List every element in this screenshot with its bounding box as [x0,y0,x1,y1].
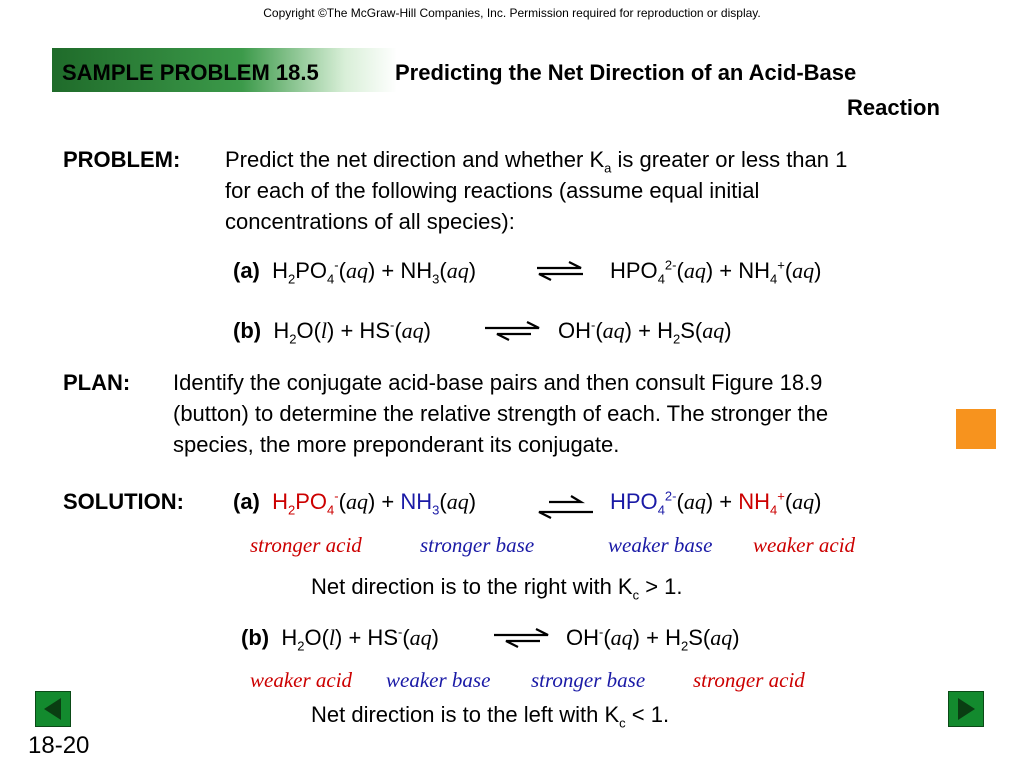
nav-prev-icon [36,692,70,726]
solution-reaction-a-products: $HPO_4^{2-}(aq) + NH_4^+(aq)$ [610,488,822,518]
tag-weaker-base: weaker base [386,668,491,692]
plan-line-3: species, the more preponderant its conjugate. [173,432,620,457]
tag-stronger-base: stronger base [531,668,646,692]
tag-weaker-acid: weaker acid [250,668,353,692]
equilibrium-arrows-icon [535,260,585,282]
reaction-b: (b) $H_2O(l) + HS^-(aq)$ [233,317,431,347]
equilibrium-arrows-icon [483,320,543,342]
problem-line-1: Predict the net direction and whether $K_a$ is greater or less than 1 [225,147,848,176]
solution-reaction-b-products: $OH^-(aq) + H_2S(aq)$ [566,624,740,654]
tag-stronger-acid: stronger acid [693,668,805,692]
solution-label: SOLUTION: [63,489,184,514]
problem-label: PROBLEM: [63,147,181,172]
nav-next-button[interactable] [948,691,984,727]
page-title-line2: Reaction [847,95,940,120]
sample-problem-label: SAMPLE PROBLEM 18.5 [62,60,319,85]
tag-stronger-base: stronger base [420,533,535,557]
copyright: Copyright ©The McGraw-Hill Companies, Inc. Permission required for reproduction or display. [263,6,761,20]
conclusion-a: Net direction is to the right with $K_c > 1$. [311,574,683,603]
reaction-b-products: $OH^-(aq) + H_2S(aq)$ [558,317,732,347]
plan-line-2: (button) to determine the relative strength of each. The stronger the [173,401,829,426]
equilibrium-arrows-icon [535,494,595,522]
conclusion-b: Net direction is to the left with $K_c < 1$. [311,702,670,731]
reaction-a: (a) $H_2PO_4^-(aq) + NH_3(aq)$ [233,257,477,287]
tag-weaker-base: weaker base [608,533,713,557]
equilibrium-arrows-icon [492,627,552,649]
nav-next-icon [949,692,983,726]
page-title-line1: Predicting the Net Direction of an Acid-Base [395,60,857,85]
page-number: 18-20 [28,732,90,759]
solution-reaction-a: (a) $H_2PO_4^-(aq) + NH_3(aq)$ [233,488,477,518]
problem-line-3: concentrations of all species): [225,209,515,234]
plan-line-1: Identify the conjugate acid-base pairs and then consult Figure 18.9 [173,370,823,395]
reaction-a-products: $HPO_4^{2-}(aq) + NH_4^+(aq)$ [610,257,822,287]
plan-label: PLAN: [63,370,131,395]
problem-line-2: for each of the following reactions (assume equal initial [225,178,760,203]
tag-weaker-acid: weaker acid [753,533,856,557]
figure-button[interactable] [956,409,996,449]
nav-prev-button[interactable] [35,691,71,727]
solution-reaction-b: (b) $H_2O(l) + HS^-(aq)$ [241,624,439,654]
tag-stronger-acid: stronger acid [250,533,362,557]
